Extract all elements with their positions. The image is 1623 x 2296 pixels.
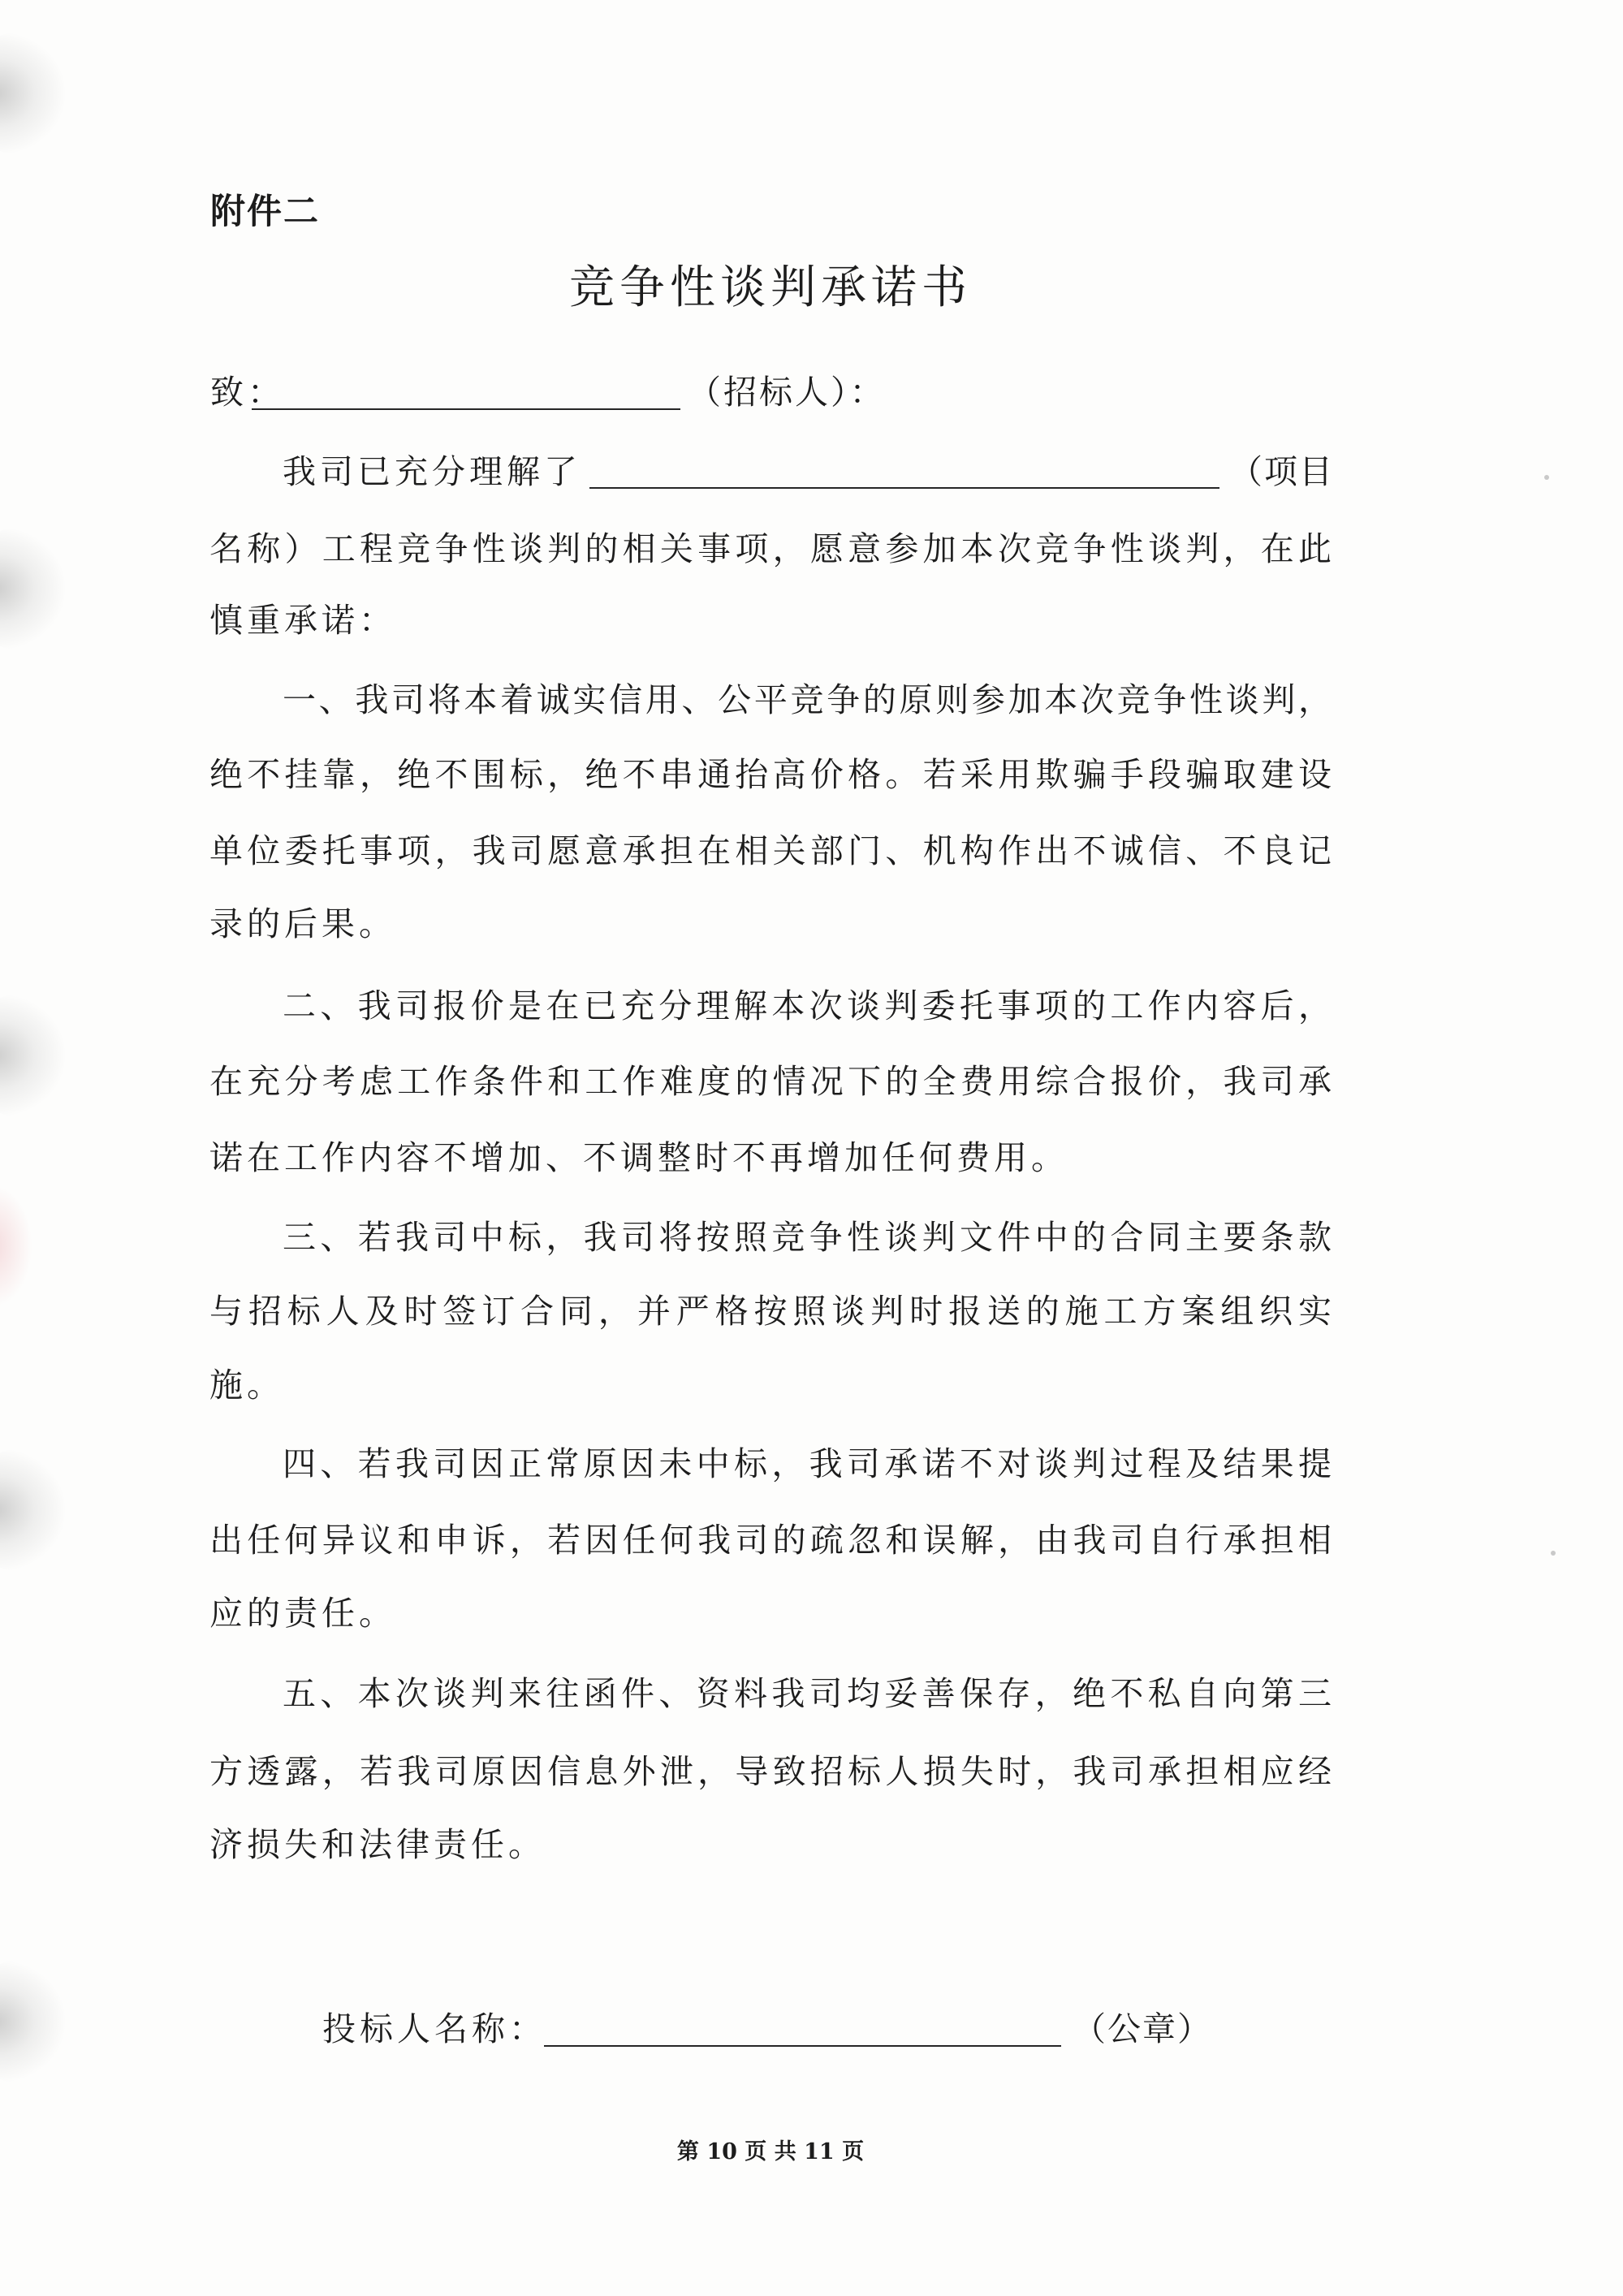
addressee-suffix: （招标人）： xyxy=(688,373,886,412)
document-title: 竞争性谈判承诺书 xyxy=(569,261,972,314)
commitment-line: 单位委托事项，我司愿意承担在相关部门、机构作出不诚信、不良记 xyxy=(209,831,1332,870)
commitment-line: 录的后果。 xyxy=(209,904,396,943)
commitment-line: 诺在工作内容不增加、不调整时不再增加任何费用。 xyxy=(209,1138,1068,1177)
bidder-name-blank-line xyxy=(544,2045,1061,2047)
attachment-label: 附件二 xyxy=(210,192,320,232)
commitment-line: 在充分考虑工作条件和工作难度的情况下的全费用综合报价，我司承 xyxy=(209,1062,1332,1101)
intro-line2: 名称）工程竞争性谈判的相关事项，愿意参加本次竞争性谈判，在此 xyxy=(209,529,1332,568)
scan-binding-shadow xyxy=(0,995,65,1116)
intro-line1-suffix: （项目 xyxy=(1229,452,1334,491)
commitment-line: 四、若我司因正常原因未中标，我司承诺不对谈判过程及结果提 xyxy=(283,1444,1332,1483)
scan-speck xyxy=(1551,1551,1556,1556)
scan-speck xyxy=(1544,475,1549,480)
commitment-line: 济损失和法律责任。 xyxy=(209,1825,546,1864)
scan-stamp-bleed xyxy=(0,1185,32,1307)
scan-binding-shadow xyxy=(0,32,65,154)
intro-line3: 慎重承诺： xyxy=(209,601,396,640)
addressee-blank-line xyxy=(252,408,680,410)
addressee-prefix: 致： xyxy=(210,373,285,412)
bidder-name-label: 投标人名称： xyxy=(322,2009,546,2048)
commitment-line: 应的责任。 xyxy=(209,1594,396,1633)
commitment-line: 方透露，若我司原因信息外泄，导致招标人损失时，我司承担相应经 xyxy=(209,1752,1332,1791)
commitment-line: 出任何异议和申诉，若因任何我司的疏忽和误解，由我司自行承担相 xyxy=(209,1521,1332,1560)
project-name-blank-line xyxy=(589,487,1219,489)
commitment-line: 绝不挂靠，绝不围标，绝不串通抬高价格。若采用欺骗手段骗取建设 xyxy=(209,755,1332,794)
seal-label: （公章） xyxy=(1073,2009,1212,2048)
intro-line1-prefix: 我司已充分理解了 xyxy=(283,452,581,491)
scan-binding-shadow xyxy=(0,1961,65,2082)
scan-binding-shadow xyxy=(0,1449,65,1571)
commitment-line: 一、我司将本着诚实信用、公平竞争的原则参加本次竞争性谈判， xyxy=(283,680,1332,719)
commitment-line: 三、若我司中标，我司将按照竞争性谈判文件中的合同主要条款 xyxy=(283,1218,1332,1257)
page-number: 第 10 页 共 11 页 xyxy=(676,2139,865,2164)
commitment-line: 施。 xyxy=(209,1366,284,1405)
commitment-line: 与招标人及时签订合同，并严格按照谈判时报送的施工方案组织实 xyxy=(209,1292,1332,1331)
commitment-line: 五、本次谈判来往函件、资料我司均妥善保存，绝不私自向第三 xyxy=(283,1674,1332,1713)
scan-binding-shadow xyxy=(0,528,65,650)
commitment-line: 二、我司报价是在已充分理解本次谈判委托事项的工作内容后， xyxy=(283,986,1332,1025)
